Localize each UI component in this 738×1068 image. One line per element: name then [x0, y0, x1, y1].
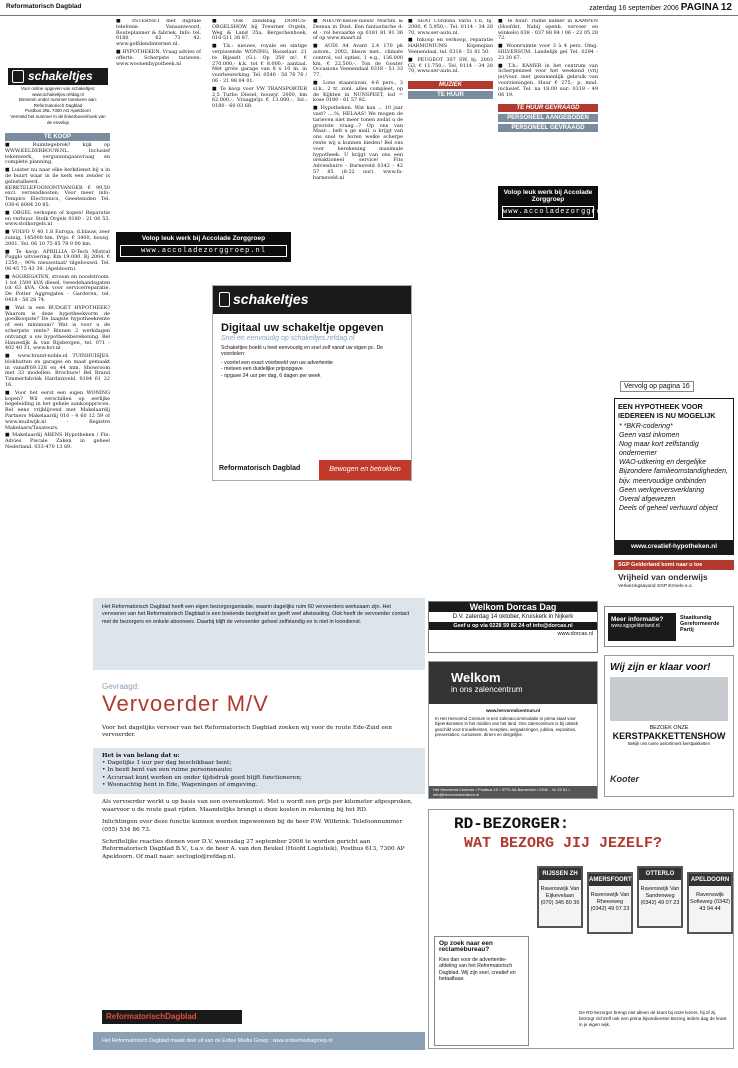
classified-item: ■ www.brand-noble.nl TUINHUISJES, blokhutten en garages en maat gemaakt in vanaf€69.128 en 44 mm. Showroom met 33 modellen. Brochure! Bel Brand Timmerfabriek Hardinxveld. 0184 61 22 16.	[5, 353, 110, 389]
classified-item: ■ Woonruimte voor 3 à 4 pers. Omg. HILVERSUM. Landelijk gel Tel. 0294 - 23 20 67.	[498, 43, 598, 61]
hypotheek-ad[interactable]	[614, 398, 734, 555]
ad-bullet: - meteen een duidelijke prijsopgave	[221, 366, 303, 373]
ad-title: Digitaal uw schakeltje opgeven	[221, 322, 384, 334]
town-info: Ravenswijk Van Rheeeweg (0342) 49 07 23	[590, 892, 630, 912]
ad-intro: Schakeltjes boekt u heel eenvoudig en snel zelf vanaf uw eigen pc. De voordelen:	[221, 345, 384, 358]
requirements-box: Het is van belang dat u: • Dagelijks 1 uur per dag beschikbaar bent; • In bezit bent van een ruime personenauto; • Accuraat kunt werken en onder tijdsdruk goed blijft functioneren; • Woonachtig bent in Ede, Wageningen of omgeving.	[93, 748, 425, 794]
classifieds-c2	[116, 19, 201, 67]
classified-item: ■ HYPOTHEKEN. Vraag advies of offerte. Scherpste tarieven. www.woonenhypotheek.nl	[116, 48, 201, 67]
classified-item: ■ Te koop voor VW TRANSPORTER 2,5 Turbo Diesel, bouwjr. 2000, km 62.000,-, Vraagprijs € 13.000,-, Inl.: 0180 - 60 03 68.	[212, 85, 307, 110]
classified-item: ■ Makelaardij ARENS Hypotheken / Fin. Advies Piscale Zaken in geheel Nederland. 033-470 13 89.	[5, 432, 110, 451]
gevraagd-label: Gevraagd:	[102, 682, 140, 691]
classified-item: ■ Luister nu naar elke kerkdienst bij u in de buurt waar in de kerk een zender is geïnstalleerd. KERKTELEFOONONTVANGER € 99,50 excl. verzendkosten. Voor meer info: Tempiro Electronics, Geesteniden Tel. 030-6 8084 20 85.	[5, 167, 110, 208]
column-5	[408, 19, 493, 593]
classifieds-c5	[408, 19, 493, 75]
hypotheek-item: Geen werkgeversverklaring	[619, 486, 705, 494]
accolade-ad-2[interactable]: Volop leuk werk bij Accolade Zorggroep www.accoladezorggroep.nl	[498, 186, 598, 220]
classifieds-c6	[498, 19, 598, 98]
section-personeel: PERSONEEL AANGEBODEN	[498, 114, 598, 122]
info-line: Voor online opgeven van schakeltjes:	[20, 86, 96, 91]
sgp-onderwijs-ad[interactable]: SGP Gelderland komt naar u toe Vrijheid van onderwijs Verkiezingsavond SGP Ermelo e.o.	[614, 560, 734, 618]
rd-logo: ReformatorischDagblad	[102, 1010, 242, 1024]
town-name: OTTERLO	[639, 868, 681, 880]
info-line: Binnenin onder nummer toesturen aan:	[18, 97, 98, 103]
info-line: www.schakeltjes.refdag.nl	[32, 91, 84, 97]
paper-name: Reformatorisch Dagblad	[6, 3, 82, 10]
section-te-koop: TE KOOP	[5, 133, 110, 141]
rd-bezorger-ad[interactable]: RD-BEZORGER: WAT BEZORG JIJ JEZELF? RIJSSEN ZH Ravenswijk Van Eijkevelaan (070) 345 80 36 AMERSFOORT Ravenswijk Van Rheeeweg (0342) 49 07 23 OTTERLO Ravenswijk Van Sandenweg (0342) 49 07 23 APELDOORN Ravenswijk Sofieweg (0342) 43 94 44 Op zoek naar een reclamebureau? Kies dan voor de advertentie-afdeling van het Reformatorisch Dagblad. Wij zijn snel, creatief en betaalbaar. De RD-bezorger brengt niet alleen de krant bij onze lezers, hij of zij bezorgt zichzelf ook een prima bijverdienste! Bezorg iedere dag de krant in je eigen wijk.	[428, 809, 734, 1049]
date-page: zaterdag 16 september 2006 PAGINA 12	[589, 2, 732, 13]
classifieds-c4	[313, 19, 403, 182]
digitaal-schakeltje-ad[interactable]	[212, 285, 412, 481]
classified-item: ■ PEUGEOT 307 SW, bj. 2003 G3, € 11.750,-. Tel. 0114 - 34 28 70, www.ser-auto.nl.	[408, 56, 493, 75]
section-te-huur: TE HUUR	[408, 91, 493, 99]
schakeltjes-info	[8, 86, 108, 125]
classified-item: ■ Wat is een BUDGET HYPOTHEEK? Waarom is deze hypotheekvorm de goedkoopste? De laagste hypotheekrente of een minimum? Wat is voor u de scherpste rente? Binnen 2 werkdagen ontvangt u uw hypotheekberekening. Bel Hanzedijk & van Rijsbergen, tel. 071 - 402 40 31, www.hvr.nl	[5, 304, 110, 352]
ad-bullets	[221, 360, 403, 379]
hypotheek-item: bijv. meervoudige ontbinden	[619, 477, 707, 485]
vervoerder-title: Vervoerder M/V	[102, 691, 269, 716]
section-muziek: MUZIEK	[408, 81, 493, 89]
accolade-url[interactable]: www.accoladezorggroep.nl	[120, 245, 287, 257]
hypotheek-title: EEN HYPOTHEEK VOOR IEDEREEN IS NU MOGELIJK	[618, 402, 716, 420]
column-6	[498, 19, 628, 593]
hypotheek-url[interactable]: www.creatief-hypotheken.nl	[615, 540, 733, 554]
hypotheek-item: Geen vast inkomen	[619, 432, 680, 440]
hypotheek-item: Deels of geheel verhuurd object	[619, 504, 718, 512]
town-sign	[637, 866, 683, 928]
sgp-url[interactable]: www.sgpgelderland.nl	[611, 623, 660, 629]
dorcas-url[interactable]: www.dorcas.nl	[557, 631, 593, 637]
classified-item: ■ Hypotheken. Wat kan ... 10 jaar vast? ....%, HELAAS! We mogen de tarieven niet meer tonen zodat u de grootste vraag...? Op ons van Maar... belt u ge mail, u krijgt van ons snel te horen welke scherpe rente wij u kunnen bieden! Bel ons voor berekening maximale hypotheek. U krijgt van ons een oreaktioneel service! Fits Adviesbuiro - Barneveld 0342 - 42 57 85 (8-22 uur). www.fa-barneveld.nl	[313, 105, 403, 181]
classified-item: ■ Te huur: ruime kamer in KAMPEN (Hoofdst. Nabij openb. vervoer en winkels) 038 - 037 88 84 / 06 - 23 05 28 72.	[498, 19, 598, 42]
classifieds-c1	[5, 143, 110, 451]
ad-bullet: - voortel een exact voorbeeld van uw advertentie	[221, 359, 333, 366]
town-sign	[687, 872, 733, 934]
schakeltjes-logo: schakeltjes	[8, 68, 108, 85]
section-te-huur-gevraagd: TE HUUR GEVRAAGD	[498, 104, 598, 112]
classified-item: ■ NIEUW-nieuw-nieuw Martini & Demux in Dust. Een fantastische d-el - rol bevaarke op 0181 81 91 36 of op www.maart.nl	[313, 19, 403, 42]
classified-item: ■ Lone staanravan, 4-6 pers., 3 sl.k., 2 tr, zonl. alles compleet, op de Kijkten in NUNSPEET, lsd = kose 0180 - 61 57 92.	[313, 79, 403, 104]
sgp-meer-info[interactable]: Meer informatie? www.sgpgelderland.nl Staatkundig Gereformeerde Partij	[604, 606, 734, 647]
dorcas-ad[interactable]: Welkom Dorcas Dag D.V. zaterdag 14 oktober, Kruiskerk in Nijkerk Geef u op via 0228 59 82 24 of info@dorcas.nl www.dorcas.nl	[428, 601, 598, 653]
kerstpakket-ad[interactable]: Wij zijn er klaar voor! BEZOEK ONZE KERSTPAKKETTENSHOW Bekijk ons ruime assortiment kerstpakketten Kooter	[604, 655, 734, 797]
classified-item: ■ OBGEL verkopen of kopen! Reparatie en verhuur. Stolk Orgels 0180 - 21 06 53. www.stolkorgels.nl	[5, 209, 110, 228]
classified-item: ■ T.h.: KAMER in het centrum van Scherpenzeel voor het weekend (vrij je)/voor, met gezamenlijk gebruik van voorzieningen. Huur € 275,- p. mnd. inclusief. Tel. na 18.00 uur: 0318 - 49 06 19.	[498, 62, 598, 98]
hypotheek-item: Bijzondere familieomstandigheden,	[619, 468, 728, 476]
column-2	[116, 19, 201, 593]
classified-item: ■ AUDI A4 Avant 2.4 170 pk autom., 2002, blauw met., climate control, vol opties, 1 e.g., 136.000 km, € 22.500,-. Ton de Gouter Occasions Veenendaal 0318 - 51 33 77.	[313, 43, 403, 79]
classified-item: ■ Inkoop en verkoop, reparatie HARMONIUMS Kopmejian Veenendaal, tel. 0318 - 51 81 50.	[408, 37, 493, 55]
town-name: APELDOORN	[689, 874, 731, 886]
logo-mark-icon	[219, 292, 230, 307]
requirement-item: • In bezit bent van een ruime personenauto;	[102, 767, 233, 774]
classified-item: ■ SEAT Cordoba Vario 1.6, bj. 2000, € 5.950,-. Tel. 0114 - 34 28 70, www.ser-auto.nl.	[408, 19, 493, 36]
classified-item: ■ T.k.: nieuwe, royale en sintige verpissende WONING, Bosselaar. 21 te Bijsselt (G.). Op 350 m². € 270.000,- k.k. tot € 8.000.- aantaal. Met grote garage van 8 x 10 m. in voorbewerking. Tel. 0546 - 56 76 76 / 06 - 21 98 04 01.	[212, 43, 307, 84]
classified-item: ■ Ruimtegebrek? kijk op WWW.KELDERBOUW.NL. Inclusief tekenwerk, vergunningaanvraag en complete planning.	[5, 142, 110, 166]
info-line: Postbus 2NL 7300 AG Apeldoorn	[25, 108, 91, 114]
zalen-url[interactable]: www.hervormdcentrum.nl	[486, 708, 540, 713]
info-line: Vermeld het nummer in de linkerbovenhoek van de envelop	[10, 113, 106, 125]
hypotheek-item: Overal afgewezen	[619, 495, 676, 503]
ad-band: schakeltjes	[213, 286, 411, 314]
hypotheek-item: ondernemer	[619, 450, 657, 458]
classified-item: ■ Ook zandsbag DOMUS-ORGELSHOW bij Treurner Orgeln, Weg & Land 35a, Bergschenhoek, 010-511 38 87.	[212, 19, 307, 42]
hypotheek-item: * *BKR-codering*	[619, 423, 673, 430]
classifieds-c3	[212, 19, 307, 110]
hypotheek-list	[615, 422, 733, 513]
ad-subtitle: Snel en eenvoudig op schakeltjes.refdag.nl	[221, 335, 355, 342]
classified-item: ■ Te koop: APRILLIA D-Tech Mistral Pugglo uitvoering. Km 19.000. Bj 2004. € 1250,-, 90% nieuwstaat/ tilgebouwd. Tel. 06-45 75 43 39. (Apeldoorn).	[5, 248, 110, 272]
town-name: AMERSFOORT	[589, 874, 631, 886]
vervoerder-footer: Het Reformatorisch Dagblad maakt deel uit van de Erdee Media Groep : www.erdeemediagroep.nl	[93, 1032, 425, 1050]
town-sign	[587, 872, 633, 934]
classified-item: ■ AGGREGATEN, stroom en noodstroom. 1 tot 1500 kVA diesel, tweedehandsgaten tot 63 kVA. Ook voor service/reparatie. De Potter Aggregates - Garderen, tel. 0418 - 56 28 74.	[5, 273, 110, 303]
kooter-logo: Kooter	[610, 774, 639, 784]
town-info: Ravenswijk Sofieweg (0342) 43 94 44	[689, 892, 731, 912]
vervoerder-intro: Het Reformatorisch Dagblad heeft een eigen bezorgorganisatie, waarin dagelijks ruim 60 vervoerders werkzaam zijn. Het vervoeren van het Reformatorisch Dagblad is een boeiende bezigheid en geeft veel afwisseling. Ook heeft de vervoerder contact met de bezorgers en enkele abonnees. Daarbij blijft de vervoerder geheel zelfstandig en is niet in loondienst.	[93, 598, 425, 670]
town-sign	[537, 866, 583, 928]
continued-link[interactable]: Vervolg op pagina 16	[620, 381, 694, 392]
hypotheek-item: WAO-uitkering en dergelijke	[619, 459, 707, 467]
hypotheek-item: Nog maar kort zelfstandig	[619, 441, 699, 449]
accolade-ad-1[interactable]: Volop leuk werk bij Accolade Zorggroep www.accoladezorggroep.nl	[116, 232, 291, 262]
page-header	[0, 0, 738, 16]
requirement-item: • Dagelijks 1 uur per dag beschikbaar bent;	[102, 760, 232, 767]
requirement-item: • Accuraat kunt werken en onder tijdsdruk goed blijft functioneren;	[102, 774, 302, 781]
classified-item: ■ VOLVO V 40 1.8 Europa, d.blauw, zeer zuinig, 145000 km. Prijs: € 3400, bouwj. 2001. Tel. 06 10 75 85 79 9 00 km.	[5, 229, 110, 247]
zalencentrum-ad[interactable]: Welkom in ons zalencentrum www.hervormdcentrum.nl In Het Hervormd Centrum is een zalenaccommodatie in prima staat voor bijeenkomsten in het midden van het land. Ons zalencentrum is bij uitstek geschikt voor trouwfeesten, recepties, vergaderingen, jubilea, exposities, presentaties, cursussen, diners en dergelijke. Het Hervormd Centrum • Postbus 10 • 3770 AA Barneveld • 0342 - 41 25 51 • info@hervormdcentrum.nl	[428, 661, 598, 799]
logo-mark-icon	[12, 70, 24, 83]
column-7	[604, 19, 734, 379]
info-line: Reformatorisch Dagblad	[33, 102, 83, 108]
reclamebureau-ad[interactable]: Op zoek naar een reclamebureau? Kies dan voor de advertentie-afdeling van het Reformatorisch Dagblad. Wij zijn snel, creatief en betaalbaar.	[434, 936, 529, 1046]
town-info: Ravenswijk Van Sandenweg (0342) 49 07 23	[640, 886, 680, 906]
classified-item: ■ Voor het eerst een eigen WONING kopen? Wil verschillen op eerlijke begeleiding in het gehele aankoopproces. Bel eens vrijblijvend met Makelaardij Partners Makelaardij 010 - 4 60 12 59 of www.muilwijk.nl - Registre Makelaars/Taxateurs.	[5, 389, 110, 431]
ad-bullet: - opgave 24 uur per dag, 6 dagen per week	[221, 372, 321, 379]
section-personeel-gevraagd: PERSONEEL GEVRAAGD	[498, 124, 598, 132]
town-name: RIJSSEN ZH	[539, 868, 581, 880]
ad-footer: Reformatorisch Dagblad Bewogen en betrokken	[213, 460, 411, 480]
kerstpakket-photo	[610, 677, 728, 721]
accolade-url-2[interactable]: www.accoladezorggroep.nl	[503, 208, 628, 216]
vervoerder-ad[interactable]: Het Reformatorisch Dagblad heeft een eigen bezorgorganisatie, waarin dagelijks ruim 60 vervoerders werkzaam zijn. Het vervoeren van het Reformatorisch Dagblad is een boeiende bezigheid en geeft veel afwisseling. Ook heeft de vervoerder contact met de bezorgers en enkele abonnees. Daarbij blijft de vervoerder geheel zelfstandig en is niet in loondienst. Gevraagd: Vervoerder M/V Voor het dagelijks vervoer van het Reformatorisch Dagblad zoeken wij voor de route Ede-Zuid een vervoerder. Het is van belang dat u: • Dagelijks 1 uur per dag beschikbaar bent; • In bezit bent van een ruime personenauto; • Accuraat kunt werken en onder tijdsdruk goed blijft functioneren; • Woonachtig bent in Ede, Wageningen of omgeving. Als vervoerder werkt u op basis van een overeenkomst. Met u wordt een prijs per kilometer afgesproken, waarvoor u de route gaat rijden. Maandelijks brengt u deze kosten in rekening bij het RD. Inlichtingen over deze functie kunnen worden ingewonnen bij de heer P.W. Wilbrink. Telefoonnummer (055) 534 86 73. Schriftelijke reacties dienen voor D.V. woensdag 27 september 2006 te worden gericht aan Reformatorisch Dagblad B.V., t.a.v. de heer A. van den Beukel (Hoofd Logistiek), Postbus 613, 7300 AP Apeldoorn. Of mail naar: sectoglo@refdag.nl. ReformatorischDagblad Het Reformatorisch Dagblad maakt deel uit van de Erdee Media Groep : www.erdeemediagroep.nl	[93, 598, 425, 1050]
classified-item: ■ INTERNET met digitale telefonie. Vanaanwoord, Routeplanner & fabriek. Info: tel. 0180 - 62 73 42. www.golfdendinternet.nl.	[116, 19, 201, 48]
requirement-item: • Woonachtig bent in Ede, Wageningen of omgeving.	[102, 782, 258, 788]
town-info: Ravenswijk Van Eijkevelaan (070) 345 80 36	[540, 886, 580, 906]
